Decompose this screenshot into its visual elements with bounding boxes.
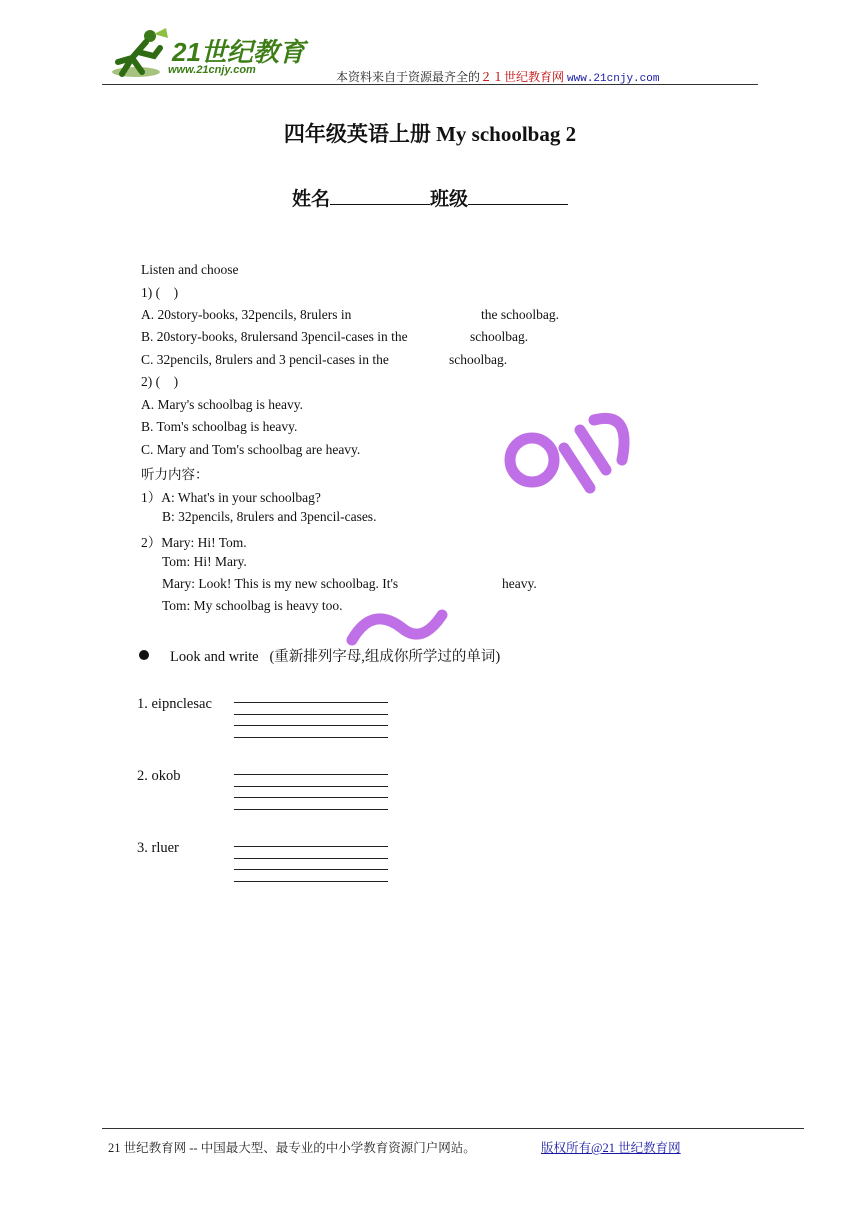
page-title: 四年级英语上册 My schoolbag 2 (283, 122, 577, 146)
answer-lines-3[interactable] (234, 846, 388, 892)
q1-option-a: A. 20story-books, 32pencils, 8rulers in (141, 307, 352, 322)
q2-option-c: C. Mary and Tom's schoolbag are heavy. (141, 442, 361, 457)
listen-heading: Listen and choose (141, 262, 239, 277)
site-logo (108, 26, 318, 82)
script-1-a: 1）A: What's in your schoolbag? (141, 490, 321, 505)
answer-lines-2[interactable] (234, 774, 388, 820)
script-2-c-end: heavy. (502, 576, 537, 591)
class-blank (468, 186, 568, 205)
scrambled-word-1: 1. eipnclesac (137, 696, 212, 712)
q2-option-b: B. Tom's schoolbag is heavy. (141, 419, 298, 434)
scrambled-word-3: 3. rluer (137, 840, 179, 856)
header-divider (102, 84, 758, 85)
q1-option-c-end: schoolbag. (449, 352, 508, 367)
answer-lines-1[interactable] (234, 702, 388, 748)
script-2-b: Tom: Hi! Mary. (162, 554, 247, 569)
footer-divider (102, 1128, 804, 1129)
script-1-b: B: 32pencils, 8rulers and 3pencil-cases. (162, 509, 377, 524)
look-write-heading: Look and write (重新排列字母,组成你所学过的单词) (170, 649, 501, 665)
header-note-url[interactable]: www.21cnjy.com (567, 73, 660, 85)
logo-url: www.21cnjy.com (168, 64, 256, 76)
script-2-c: Mary: Look! This is my new schoolbag. It's (162, 576, 399, 591)
logo-text: 21世纪教育 (172, 37, 305, 67)
name-blank (330, 186, 430, 205)
footer-text: 21 世纪教育网 -- 中国最大型、最专业的中小学教育资源门户网站。 (108, 1141, 476, 1155)
script-2-a: 2）Mary: Hi! Tom. (141, 535, 247, 550)
footer-copyright-link[interactable]: 版权所有@21 世纪教育网 (541, 1141, 681, 1155)
scrambled-word-2: 2. okob (137, 768, 181, 784)
bullet-icon (139, 650, 149, 660)
watermark (332, 400, 642, 650)
script-2-d: Tom: My schoolbag is heavy too. (162, 598, 343, 613)
q1-option-b-end: schoolbag. (470, 329, 529, 344)
q1-option-c: C. 32pencils, 8rulers and 3 pencil-cases in the (141, 352, 389, 367)
question-2: 2) ( ) (141, 374, 179, 389)
class-label: 班级 (430, 189, 469, 210)
name-class-line (0, 184, 860, 211)
header-note (336, 68, 659, 85)
q2-option-a: A. Mary's schoolbag is heavy. (141, 397, 304, 412)
q1-option-a-end: the schoolbag. (481, 307, 559, 322)
header-note-prefix: 本资料来自于资源最齐全的 (336, 70, 481, 84)
q1-option-b: B. 20story-books, 8rulersand 3pencil-cases in the (141, 329, 408, 344)
script-heading: 听力内容： (141, 467, 209, 482)
name-label: 姓名 (291, 189, 330, 210)
question-1: 1) ( ) (141, 285, 179, 300)
header-note-highlight: ２１世纪教育网 (480, 70, 565, 84)
